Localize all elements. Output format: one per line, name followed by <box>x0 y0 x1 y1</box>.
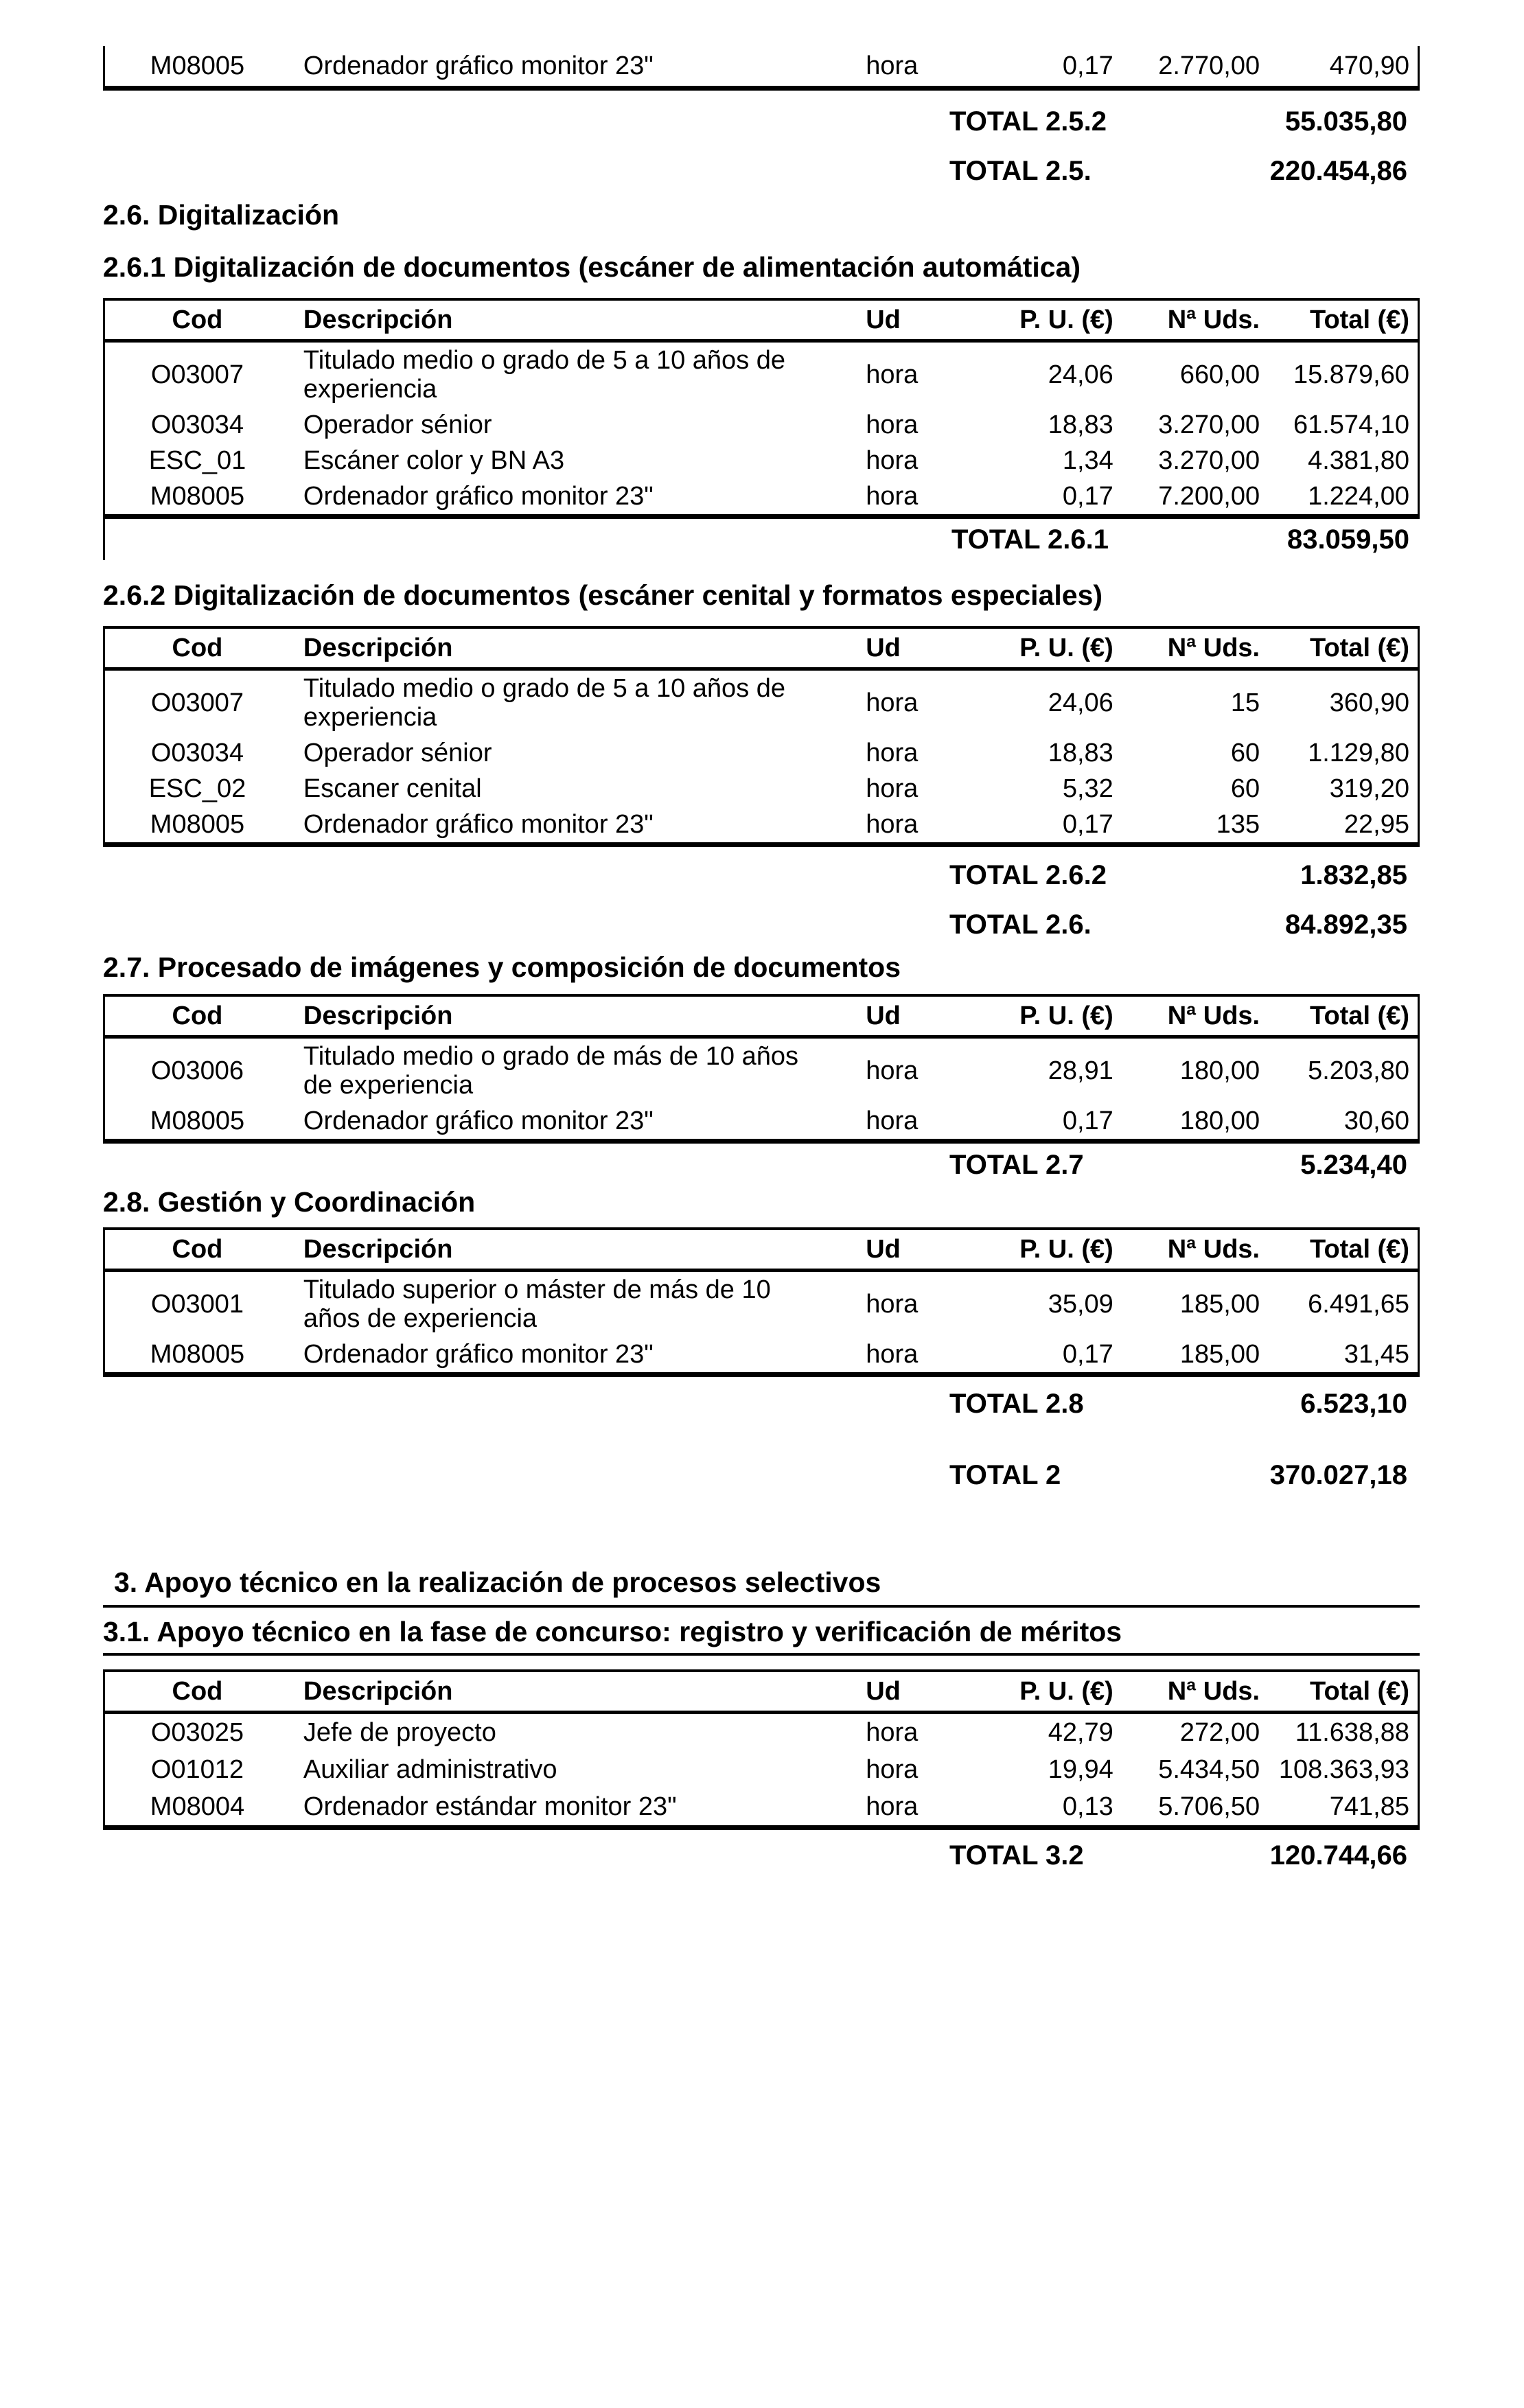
cost-table-2-8 <box>103 1227 1420 1377</box>
units-cell: 185,00 <box>1179 1340 1260 1369</box>
ud-cell: hora <box>866 739 919 767</box>
unit-price-cell: 0,17 <box>1062 1107 1113 1135</box>
table-row <box>104 669 1419 736</box>
table-row <box>104 1037 1419 1104</box>
table-row <box>104 478 1419 517</box>
total-row-2-6 <box>103 909 1420 940</box>
units-cell: 135 <box>1216 810 1260 839</box>
table-header-row <box>104 995 1419 1037</box>
cod-cell: M08005 <box>150 810 245 839</box>
desc-cell: Operador sénior <box>303 410 492 439</box>
total-cell: 108.363,93 <box>1278 1755 1409 1784</box>
unit-price-cell: 0,17 <box>1062 1340 1113 1369</box>
cost-table-2-7 <box>103 994 1420 1144</box>
total-value: 370.027,18 <box>1269 1459 1407 1490</box>
ud-cell: hora <box>866 446 919 475</box>
ud-cell: hora <box>866 1340 919 1369</box>
col-header-total: Total (€) <box>1310 1002 1409 1030</box>
unit-price-cell: 1,34 <box>1062 446 1113 475</box>
unit-price-cell: 24,06 <box>1048 360 1113 389</box>
cod-cell: O01012 <box>150 1755 244 1784</box>
units-cell: 60 <box>1230 774 1260 803</box>
unit-price-cell: 5,32 <box>1062 774 1113 803</box>
units-cell: 272,00 <box>1179 1718 1260 1747</box>
total-cell: 470,90 <box>1329 51 1409 80</box>
cost-table-3-1 <box>103 1669 1420 1830</box>
cod-cell: M08004 <box>150 1792 245 1821</box>
col-header-units: Nª Uds. <box>1167 1677 1260 1706</box>
cod-cell: ESC_01 <box>148 446 246 475</box>
table-header-row <box>104 1671 1419 1713</box>
total-value: 55.035,80 <box>1285 106 1407 137</box>
table-header-row <box>104 1229 1419 1271</box>
col-header-unit-price: P. U. (€) <box>1019 1002 1113 1030</box>
col-header-ud: Ud <box>866 1235 901 1264</box>
ud-cell: hora <box>866 1792 919 1821</box>
section-heading-2-6-1: 2.6.1 Digitalización de documentos (escáner de alimentación automática) <box>103 251 1081 283</box>
total-label: TOTAL 3.2 <box>949 1840 1084 1871</box>
ud-cell: hora <box>866 1755 919 1784</box>
ud-cell: hora <box>866 482 919 511</box>
unit-price-cell: 28,91 <box>1048 1056 1113 1085</box>
total-row-2 <box>103 1459 1420 1491</box>
total-row-2-5-2 <box>103 106 1420 137</box>
col-header-ud: Ud <box>866 634 901 662</box>
desc-cell: Ordenador estándar monitor 23" <box>303 1792 677 1821</box>
col-header-unit-price: P. U. (€) <box>1019 634 1113 662</box>
table-row <box>104 807 1419 845</box>
section-heading-2-8: 2.8. Gestión y Coordinación <box>103 1186 476 1218</box>
units-cell: 3.270,00 <box>1158 446 1260 475</box>
unit-price-cell: 0,17 <box>1062 51 1113 80</box>
cod-cell: O03007 <box>150 688 244 717</box>
unit-price-cell: 0,13 <box>1062 1792 1113 1821</box>
desc-cell: Titulado medio o grado de 5 a 10 años de experiencia <box>303 346 786 404</box>
col-header-cod: Cod <box>172 1235 223 1264</box>
total-cell: 1.129,80 <box>1308 739 1409 767</box>
cod-cell: M08005 <box>150 482 245 511</box>
table-row <box>104 1751 1419 1788</box>
ud-cell: hora <box>866 410 919 439</box>
section-heading-2-6: 2.6. Digitalización <box>103 199 340 231</box>
total-row-2-5 <box>103 155 1420 187</box>
desc-cell: Ordenador gráfico monitor 23" <box>303 810 654 839</box>
table-header-row <box>104 627 1419 669</box>
units-cell: 180,00 <box>1179 1107 1260 1135</box>
col-header-total: Total (€) <box>1310 1677 1409 1706</box>
desc-cell: Auxiliar administrativo <box>303 1755 557 1784</box>
total-value: 6.523,10 <box>1300 1388 1407 1419</box>
total-cell: 1.224,00 <box>1308 482 1409 511</box>
unit-price-cell: 42,79 <box>1048 1718 1113 1747</box>
total-label: TOTAL 2.8 <box>949 1388 1084 1419</box>
unit-price-cell: 35,09 <box>1048 1290 1113 1319</box>
col-header-desc: Descripción <box>303 1677 453 1706</box>
unit-price-cell: 18,83 <box>1048 739 1113 767</box>
total-value: 220.454,86 <box>1269 155 1407 186</box>
total-cell: 61.574,10 <box>1293 410 1409 439</box>
total-cell: 30,60 <box>1343 1107 1409 1135</box>
units-cell: 7.200,00 <box>1158 482 1260 511</box>
col-header-units: Nª Uds. <box>1167 1235 1260 1264</box>
units-cell: 2.770,00 <box>1158 51 1260 80</box>
col-header-units: Nª Uds. <box>1167 634 1260 662</box>
total-label: TOTAL 2 <box>949 1459 1061 1490</box>
desc-cell: Titulado superior o máster de más de 10 años de experiencia <box>303 1275 771 1333</box>
desc-cell: Ordenador gráfico monitor 23" <box>303 482 654 511</box>
unit-price-cell: 0,17 <box>1062 482 1113 511</box>
cod-cell: O03034 <box>150 410 244 439</box>
desc-cell: Titulado medio o grado de 5 a 10 años de experiencia <box>303 674 786 732</box>
col-header-total: Total (€) <box>1310 1235 1409 1264</box>
unit-price-cell: 19,94 <box>1048 1755 1113 1784</box>
total-cell: 741,85 <box>1329 1792 1409 1821</box>
total-label: TOTAL 2.5. <box>949 155 1092 186</box>
col-header-desc: Descripción <box>303 1235 453 1264</box>
cost-table-2-6-1 <box>103 298 1420 519</box>
total-label: TOTAL 2.6.1 <box>951 524 1109 555</box>
cost-table-2-5-2-continuation <box>103 46 1420 91</box>
table-row <box>104 443 1419 478</box>
col-header-unit-price: P. U. (€) <box>1019 1677 1113 1706</box>
section-heading-2-7: 2.7. Procesado de imágenes y composición de documentos <box>103 951 901 983</box>
desc-cell: Ordenador gráfico monitor 23" <box>303 1340 654 1369</box>
total-row-2-6-1 <box>103 519 1422 560</box>
col-header-desc: Descripción <box>303 634 453 662</box>
ud-cell: hora <box>866 688 919 717</box>
document-content <box>103 46 1420 1871</box>
col-header-ud: Ud <box>866 1002 901 1030</box>
desc-cell: Jefe de proyecto <box>303 1718 496 1747</box>
col-header-cod: Cod <box>172 1677 223 1706</box>
units-cell: 185,00 <box>1179 1290 1260 1319</box>
total-cell: 4.381,80 <box>1308 446 1409 475</box>
table-row <box>104 407 1419 443</box>
section-heading-3-1: 3.1. Apoyo técnico en la fase de concurso: registro y verificación de méritos <box>103 1616 1420 1656</box>
ud-cell: hora <box>866 1718 919 1747</box>
col-header-desc: Descripción <box>303 1002 453 1030</box>
unit-price-cell: 0,17 <box>1062 810 1113 839</box>
total-cell: 31,45 <box>1343 1340 1409 1369</box>
total-value: 84.892,35 <box>1285 909 1407 940</box>
col-header-cod: Cod <box>172 634 223 662</box>
total-value: 120.744,66 <box>1269 1840 1407 1871</box>
total-cell: 22,95 <box>1343 810 1409 839</box>
units-cell: 60 <box>1230 739 1260 767</box>
ud-cell: hora <box>866 1290 919 1319</box>
table-row <box>104 735 1419 771</box>
total-cell: 319,20 <box>1329 774 1409 803</box>
units-cell: 5.706,50 <box>1158 1792 1260 1821</box>
col-header-ud: Ud <box>866 305 901 334</box>
total-value: 5.234,40 <box>1300 1149 1407 1180</box>
cod-cell: O03007 <box>150 360 244 389</box>
col-header-unit-price: P. U. (€) <box>1019 1235 1113 1264</box>
total-row-2-7 <box>103 1149 1420 1181</box>
ud-cell: hora <box>866 360 919 389</box>
table-row <box>104 1788 1419 1828</box>
col-header-ud: Ud <box>866 1677 901 1706</box>
col-header-unit-price: P. U. (€) <box>1019 305 1113 334</box>
total-row-2-8 <box>103 1388 1420 1420</box>
table-row <box>104 1103 1419 1142</box>
col-header-total: Total (€) <box>1310 305 1409 334</box>
table-header-row <box>104 299 1419 341</box>
col-header-total: Total (€) <box>1310 634 1409 662</box>
unit-price-cell: 24,06 <box>1048 688 1113 717</box>
desc-cell: Ordenador gráfico monitor 23" <box>303 51 654 80</box>
units-cell: 660,00 <box>1179 360 1260 389</box>
total-cell: 5.203,80 <box>1308 1056 1409 1085</box>
cod-cell: ESC_02 <box>148 774 246 803</box>
unit-price-cell: 18,83 <box>1048 410 1113 439</box>
col-header-units: Nª Uds. <box>1167 305 1260 334</box>
section-heading-3: 3. Apoyo técnico en la realización de procesos selectivos <box>103 1566 1420 1608</box>
desc-cell: Escaner cenital <box>303 774 482 803</box>
cod-cell: M08005 <box>150 1340 245 1369</box>
units-cell: 180,00 <box>1179 1056 1260 1085</box>
units-cell: 5.434,50 <box>1158 1755 1260 1784</box>
total-label: TOTAL 2.7 <box>949 1149 1084 1180</box>
total-value: 83.059,50 <box>1287 524 1409 555</box>
table-row <box>104 1336 1419 1375</box>
units-cell: 3.270,00 <box>1158 410 1260 439</box>
total-label: TOTAL 2.5.2 <box>949 106 1107 137</box>
ud-cell: hora <box>866 774 919 803</box>
cost-table-2-6-2 <box>103 626 1420 847</box>
total-row-3-2 <box>103 1840 1420 1871</box>
ud-cell: hora <box>866 51 919 80</box>
col-header-units: Nª Uds. <box>1167 1002 1260 1030</box>
total-cell: 15.879,60 <box>1293 360 1409 389</box>
total-row-2-6-2 <box>103 859 1420 891</box>
desc-cell: Titulado medio o grado de más de 10 años de experiencia <box>303 1042 798 1100</box>
total-label: TOTAL 2.6. <box>949 909 1092 940</box>
cod-cell: O03034 <box>150 739 244 767</box>
table-row <box>104 771 1419 807</box>
cod-cell: O03006 <box>150 1056 244 1085</box>
total-cell: 360,90 <box>1329 688 1409 717</box>
desc-cell: Ordenador gráfico monitor 23" <box>303 1107 654 1135</box>
col-header-desc: Descripción <box>303 305 453 334</box>
table-row <box>104 341 1419 408</box>
cod-cell: O03025 <box>150 1718 244 1747</box>
ud-cell: hora <box>866 1107 919 1135</box>
total-label: TOTAL 2.6.2 <box>949 859 1107 890</box>
units-cell: 15 <box>1230 688 1260 717</box>
cod-cell: M08005 <box>150 51 245 80</box>
table-row <box>104 46 1419 89</box>
col-header-cod: Cod <box>172 1002 223 1030</box>
ud-cell: hora <box>866 1056 919 1085</box>
ud-cell: hora <box>866 810 919 839</box>
cod-cell: M08005 <box>150 1107 245 1135</box>
desc-cell: Escáner color y BN A3 <box>303 446 565 475</box>
col-header-cod: Cod <box>172 305 223 334</box>
cod-cell: O03001 <box>150 1290 244 1319</box>
table-row <box>104 1271 1419 1337</box>
total-cell: 6.491,65 <box>1308 1290 1409 1319</box>
section-heading-2-6-2: 2.6.2 Digitalización de documentos (escáner cenital y formatos especiales) <box>103 579 1103 611</box>
desc-cell: Operador sénior <box>303 739 492 767</box>
total-value: 1.832,85 <box>1300 859 1407 890</box>
table-row <box>104 1713 1419 1752</box>
total-cell: 11.638,88 <box>1295 1718 1409 1747</box>
